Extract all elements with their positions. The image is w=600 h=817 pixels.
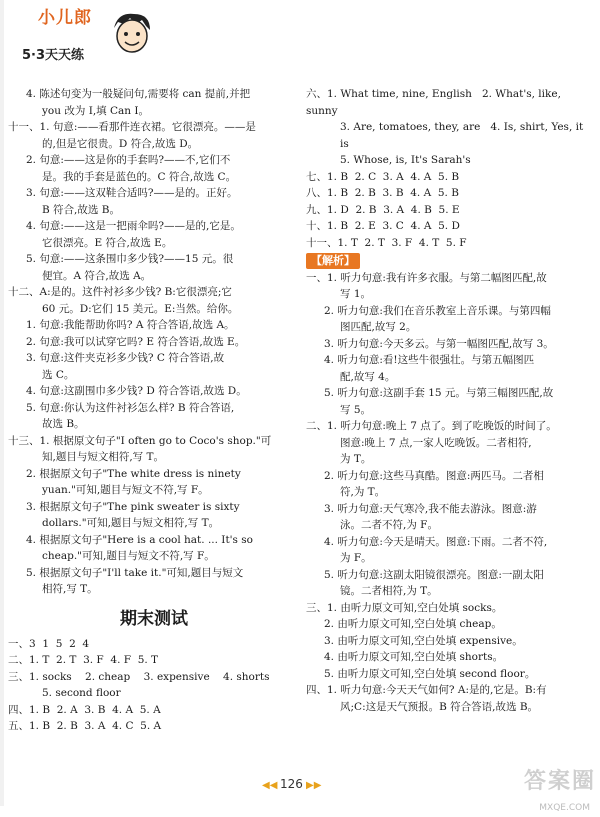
- answer-line: 5. 句意:你认为这件衬衫怎么样? B 符合答语,: [26, 401, 235, 414]
- answer-line: 5. 听力句意:这副太阳镜很漂亮。图意:一副太阳: [324, 568, 544, 581]
- left-arrow-icon: ◀◀: [262, 780, 278, 791]
- left-column: [8, 86, 300, 735]
- series-logo: [16, 4, 176, 80]
- answer-line: 是。我的手套是蓝色的。C 符合,故选 C。: [42, 170, 237, 183]
- answer-line: 2. 句意:我可以试穿它吗? E 符合答语,故选 E。: [26, 335, 246, 348]
- answer-line: 七、1. B 2. C 3. A 4. A 5. B: [306, 170, 460, 183]
- answer-line: 为 T。: [340, 453, 372, 465]
- page-margin-shadow: [0, 0, 4, 806]
- answer-line: 3. 听力句意:今天多云。与第一幅图匹配,故写 3。: [324, 337, 554, 350]
- answer-line: 5. 听力句意:这副手套 15 元。与第三幅图匹配,故: [324, 387, 554, 399]
- answer-line: 5. 由听力原文可知,空白处填 second floor。: [324, 667, 536, 680]
- answer-line: 3. 句意:这件夹克衫多少钱? C 符合答语,故: [26, 352, 225, 364]
- answer-line: 三、1. socks 2. cheap 3. expensive 4. shorts: [8, 670, 270, 683]
- answer-line: 1. 句意:我能帮助你吗? A 符合答语,故选 A。: [26, 319, 235, 331]
- answer-line: 3. 根据原文句子"The pink sweater is sixty: [26, 500, 240, 513]
- answer-line: 写 5。: [340, 403, 372, 416]
- answer-line: 一、1. 听力句意:我有许多衣服。与第二幅图匹配,故: [306, 271, 547, 284]
- answer-line: 十一、1. T 2. T 3. F 4. T 5. F: [306, 236, 467, 249]
- page-header: [0, 0, 600, 82]
- right-column: [306, 86, 592, 715]
- answer-line: 4. 根据原文句子"Here is a cool hat. ... It's so: [26, 533, 253, 546]
- answer-line: 配,故写 4。: [340, 370, 396, 383]
- answer-line: 4. 句意:——这是一把雨伞吗?——是的,它是。: [26, 220, 241, 232]
- page-number: 126: [280, 777, 303, 791]
- answer-line: 镜。二者相符,为 T。: [340, 585, 438, 597]
- answer-line: 二、1. 听力句意:晚上 7 点了。到了吃晚饭的时间了。: [306, 420, 557, 432]
- right-arrow-icon: ▶▶: [306, 780, 322, 791]
- answer-line: 二、1. T 2. T 3. F 4. F 5. T: [8, 654, 159, 666]
- section-title-final-test: 期末测试: [120, 608, 188, 629]
- answer-line: 十二、A:是的。这件衬衫多少钱? B:它很漂亮;它: [8, 286, 232, 298]
- answer-line: 2. 听力句意:这些马真酷。图意:两匹马。二者相: [324, 469, 544, 482]
- page-footer: [0, 769, 600, 813]
- answer-line: cheap."可知,题目与短文不符,写 F。: [42, 550, 215, 562]
- answer-line: 便宜。A 符合,故选 A。: [42, 269, 152, 282]
- answer-line: 为 F。: [340, 552, 372, 564]
- logo-title: 小儿郎: [38, 8, 92, 28]
- answer-line: 2. 句意:——这是你的手套吗?——不,它们不: [26, 154, 231, 166]
- answer-line: 一、3 1 5 2 4: [8, 637, 90, 650]
- cartoon-boy-icon: [108, 10, 156, 56]
- answer-line: 3. 句意:——这双鞋合适吗?——是的。正好。: [26, 187, 238, 199]
- answer-line: dollars."可知,题目与短文相符,写 T。: [42, 517, 220, 529]
- answer-line: 5. Whose, is, It's Sarah's: [340, 154, 471, 166]
- answer-line: 五、1. B 2. B 3. A 4. C 5. A: [8, 720, 162, 732]
- answer-line: 5. 根据原文句子"I'll take it."可知,题目与短文: [26, 566, 244, 579]
- analysis-label: 【解析】: [306, 253, 360, 269]
- watermark-url: MXQE.COM: [539, 803, 590, 813]
- answer-line: 60 元。D:它们 15 美元。E:当然。给你。: [42, 302, 239, 315]
- answer-line: 图意:晚上 7 点,一家人吃晚饭。二者相符,: [340, 436, 532, 449]
- answer-line: 2. 由听力原文可知,空白处填 cheap。: [324, 618, 502, 630]
- answer-line: 3. 听力句意:天气寒冷,我不能去游泳。图意:游: [324, 502, 537, 515]
- answer-line: 六、1. What time, nine, English 2. What's, like, sunny: [306, 88, 565, 117]
- answer-line: yuan."可知,题目与短文不符,写 F。: [42, 484, 209, 496]
- answer-line: 5. 句意:——这条围巾多少钱?——15 元。很: [26, 253, 234, 265]
- answer-line: 符,为 T。: [340, 486, 386, 498]
- answer-line: B 符合,故选 B。: [42, 203, 120, 216]
- answer-line: 十、1. B 2. E 3. C 4. A 5. D: [306, 220, 460, 232]
- answer-line: 写 1。: [340, 288, 372, 300]
- analysis-list: [306, 270, 592, 716]
- answer-line: 十三、1. 根据原文句子"I often go to Coco's shop."可: [8, 434, 272, 447]
- answer-line: 它很漂亮。E 符合,故选 E。: [42, 236, 173, 249]
- answer-line: you 改为 I,填 Can I。: [42, 104, 150, 117]
- answer-line: 5. second floor: [42, 687, 121, 699]
- answer-line: 选 C。: [42, 368, 75, 381]
- answer-line: 4. 听力句意:今天是晴天。图意:下雨。二者不符,: [324, 535, 548, 548]
- answer-line: 4. 陈述句变为一般疑问句,需要将 can 提前,并把: [26, 88, 251, 100]
- watermark: 答案圈: [523, 769, 596, 794]
- answer-line: 故选 B。: [42, 418, 85, 430]
- answer-line: 3. Are, tomatoes, they, are 4. Is, shirt, Yes, it is: [340, 121, 587, 150]
- answer-line: 四、1. B 2. A 3. B 4. A 5. A: [8, 703, 161, 716]
- answer-line: 三、1. 由听力原文可知,空白处填 socks。: [306, 601, 503, 614]
- answer-line: 相符,写 T。: [42, 583, 98, 595]
- answer-line: 十一、1. 句意:——看那件连衣裙。它很漂亮。——是: [8, 121, 256, 133]
- answer-line: 泳。二者不符,为 F。: [340, 519, 438, 531]
- answer-line: 3. 由听力原文可知,空白处填 expensive。: [324, 634, 523, 647]
- answer-list-right: [306, 86, 592, 251]
- answer-line: 的,但是它很贵。D 符合,故选 D。: [42, 137, 199, 150]
- final-test-answers: [8, 636, 300, 735]
- answer-line: 四、1. 听力句意:今天天气如何? A:是的,它是。B:有: [306, 684, 547, 696]
- answer-line: 图匹配,故写 2。: [340, 321, 417, 333]
- answer-line: 知,题目与短文相符,写 T。: [42, 451, 165, 463]
- answer-line: 4. 由听力原文可知,空白处填 shorts。: [324, 651, 504, 663]
- answer-list-left: [8, 86, 300, 598]
- answer-line: 风;C:这是天气预报。B 符合答语,故选 B。: [340, 700, 539, 713]
- answer-line: 2. 根据原文句子"The white dress is ninety: [26, 467, 241, 480]
- answer-line: 2. 听力句意:我们在音乐教室上音乐课。与第四幅: [324, 304, 551, 317]
- answer-line: 八、1. B 2. B 3. B 4. A 5. B: [306, 187, 459, 199]
- logo-subtitle: 5·3天天练: [22, 48, 85, 63]
- answer-line: 4. 句意:这副围巾多少钱? D 符合答语,故选 D。: [26, 385, 247, 397]
- answer-line: 4. 听力句意:看!这些牛很强壮。与第五幅图匹: [324, 354, 535, 366]
- answer-line: 九、1. D 2. B 3. A 4. B 5. E: [306, 203, 460, 216]
